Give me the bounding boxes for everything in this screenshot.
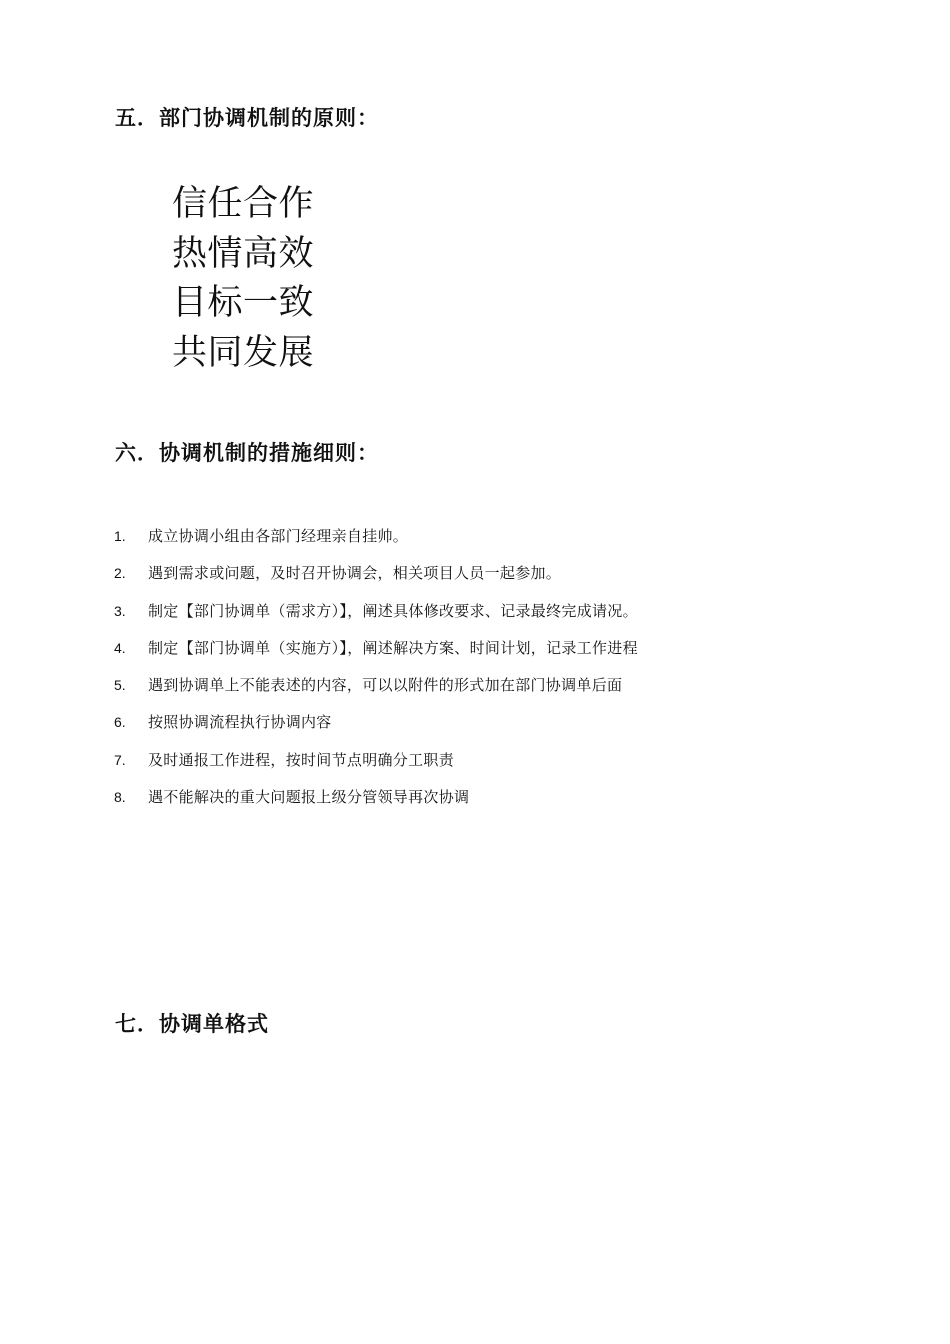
principles-list	[172, 180, 314, 378]
measure-item	[114, 525, 638, 562]
measure-text: 制定【部门协调单（需求方）】，阐述具体修改要求、记录最终完成请况。	[148, 601, 638, 620]
measure-text: 遇到协调单上不能表述的内容，可以以附件的形式加在部门协调单后面	[148, 676, 623, 695]
measure-number: 1.	[114, 528, 126, 544]
measure-number: 2.	[114, 565, 126, 582]
principle-item: 热情高效	[172, 233, 315, 274]
measure-text: 遇不能解决的重大问题报上级分管领导再次协调	[148, 788, 470, 807]
section-7-heading: 七．协调单格式	[115, 1012, 269, 1036]
measure-number: 5.	[114, 677, 126, 694]
measure-item	[114, 600, 638, 637]
measure-text: 按照协调流程执行协调内容	[148, 713, 332, 732]
measure-item	[114, 711, 638, 748]
measure-number: 7.	[114, 751, 126, 768]
principle-item: 共同发展	[172, 332, 315, 373]
measure-item	[114, 637, 638, 674]
section-6-heading: 六．协调机制的措施细则：	[115, 441, 379, 465]
measure-item	[114, 749, 638, 786]
measure-item	[114, 562, 638, 599]
principle-item: 信任合作	[172, 184, 315, 224]
measure-text: 及时通报工作进程，按时间节点明确分工职责	[148, 750, 455, 769]
measure-number: 6.	[114, 714, 126, 731]
measure-number: 3.	[114, 602, 126, 619]
measure-text: 成立协调小组由各部门经理亲自挂帅。	[148, 527, 409, 545]
measure-text: 遇到需求或问题，及时召开协调会，相关项目人员一起参加。	[148, 564, 562, 583]
measure-item	[114, 786, 638, 823]
measure-text: 制定【部门协调单（实施方）】，阐述解决方案、时间计划，记录工作进程	[148, 638, 638, 657]
measures-list	[114, 525, 638, 823]
section-5-heading: 五．部门协调机制的原则：	[115, 106, 379, 130]
measure-item	[114, 674, 638, 711]
measure-number: 4.	[114, 639, 126, 656]
principle-item: 目标一致	[172, 283, 315, 323]
measure-number: 8.	[114, 789, 126, 806]
